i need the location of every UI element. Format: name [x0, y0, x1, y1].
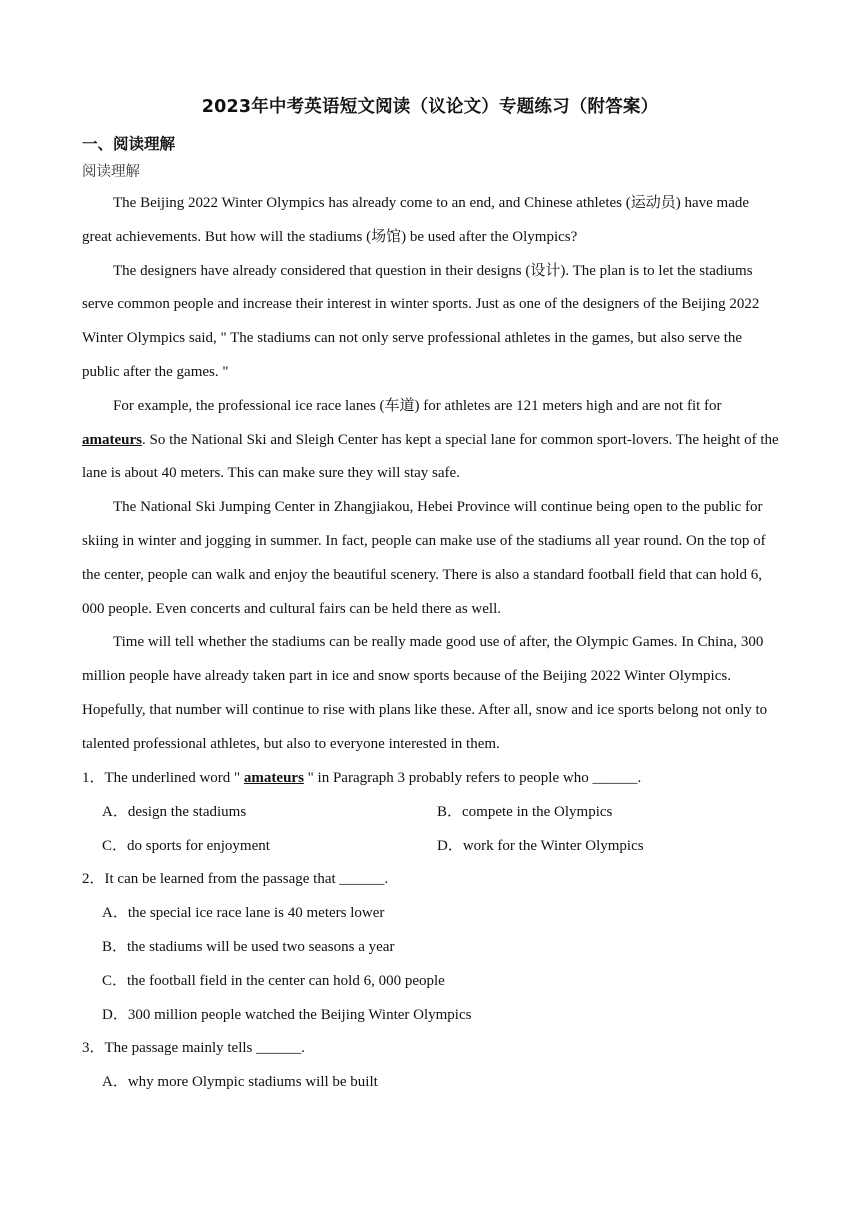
q1-stem-before: 1．The underlined word "	[82, 770, 244, 786]
q2-option-a: A．the special ice race lane is 40 meters lower	[102, 905, 385, 922]
question-list	[82, 762, 780, 1100]
p3-text-after: . So the National Ski and Sleigh Center has kept a special lane for common sport-lovers. The height of the lane is about 40 meters. This can make sure they will stay safe.	[82, 431, 779, 482]
reading-passage	[82, 187, 780, 762]
q1-stem-after: " in Paragraph 3 probably refers to people who ______.	[303, 770, 642, 786]
q2-option-c: C．the football field in the center can hold 6, 000 people	[102, 972, 445, 989]
q1-options-row-1	[82, 796, 780, 830]
subsection-heading: 阅读理解	[82, 164, 140, 180]
passage-paragraph-1: The Beijing 2022 Winter Olympics has already come to an end, and Chinese athletes (运动员) have made great achievements. But how will the stadiums (场馆) be used after the Olympics?	[82, 195, 750, 245]
q1-option-c: C．do sports for enjoyment	[102, 837, 270, 854]
question-3: 3．The passage mainly tells ______.	[82, 1040, 305, 1057]
question-2: 2．It can be learned from the passage that ______.	[82, 871, 389, 888]
passage-paragraph-4: The National Ski Jumping Center in Zhangjiakou, Hebei Province will continue being open to the public for skiing in winter and jogging in summer. In fact, people can make use of the stadiums all year round. On the top of the center, people can walk and enjoy the beautiful scenery. There is also a standard football field that can hold 6, 000 people. Even concerts and cultural fairs can be held there as well.	[82, 499, 766, 617]
q3-option-a: A．why more Olympic stadiums will be built	[102, 1074, 378, 1091]
q2-option-b: B．the stadiums will be used two seasons a year	[102, 938, 395, 955]
passage-paragraph-5: Time will tell whether the stadiums can be really made good use of after, the Olympic Games. In China, 300 million people have already taken part in ice and snow sports because of the Beijing 2022 Winter Olympics. Hopefully, that number will continue to rise with plans like these. After all, snow and ice sports belong not only to talented professional athletes, but also to everyone interested in them.	[82, 634, 768, 752]
q1-option-d: D．work for the Winter Olympics	[437, 837, 644, 854]
passage-paragraph-2: The designers have already considered that question in their designs (设计). The plan is to let the stadiums serve common people and increase their interest in winter sports. Just as one of the designers of the Beijing 2022 Winter Olympics said, " The stadiums can not only serve professional athletes in the games, but also serve the public after the games. "	[82, 262, 760, 380]
section-heading: 一、阅读理解	[82, 135, 176, 153]
q1-option-a: A．design the stadiums	[102, 803, 247, 820]
q1-option-b: B．compete in the Olympics	[437, 803, 613, 820]
passage-paragraph-3	[82, 390, 780, 491]
question-1	[82, 762, 780, 796]
p3-text-before: For example, the professional ice race lanes (车道) for athletes are 121 meters high and are not fit for	[113, 397, 722, 414]
q1-options-row-2	[82, 830, 780, 864]
page-title: 2023年中考英语短文阅读（议论文）专题练习（附答案）	[201, 97, 659, 117]
underlined-word: amateurs	[82, 431, 142, 448]
q2-option-d: D．300 million people watched the Beijing Winter Olympics	[102, 1006, 472, 1023]
q1-underlined-word: amateurs	[243, 770, 304, 786]
